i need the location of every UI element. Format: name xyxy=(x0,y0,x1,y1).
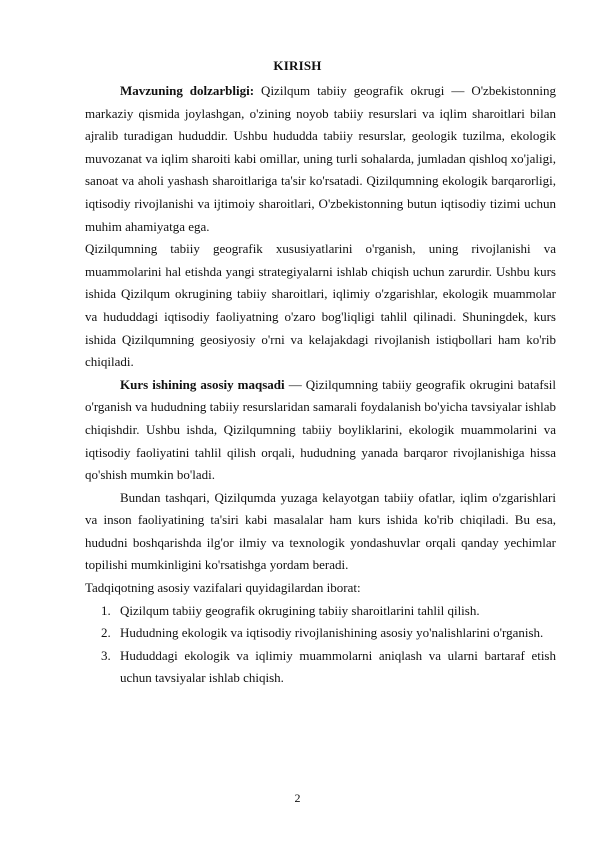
paragraph-tasks-intro: Tadqiqotning asosiy vazifalari quyidagilardan iborat: xyxy=(85,580,361,596)
list-item xyxy=(85,600,556,623)
main-goal-text: — Qizilqumning tabiiy geografik okrugini batafsil o'rganish va hududning tabiiy resurslaridan samarali foydalanish bo'yicha tavsiyalar ishlab chiqishdir. Ushbu ishda, Qizilqumning tabiiy boyliklarini, ekologik muammolarini va iqtisodiy faoliyatini tahlil qilish orqali, hududning yanada barqaror rivojlanishiga hissa qo'shish mumkin bo'ladi. xyxy=(85,376,557,483)
relevance-label: Mavzuning dolzarbligi: xyxy=(120,83,255,98)
list-item-number: 3. xyxy=(101,647,111,663)
relevance-text: Qizilqum tabiiy geografik okrugi — O'zbekistonning markaziy qismida joylashgan, o'zining noyob tabiiy resurslari va iqlim sharoitlari bilan ajralib turadigan hududdir. Ushbu hududda tabiiy resurslar, geologik tuzilma, ekologik muvozanat va iqlim sharoiti kabi omillar, uning turli sohalarda, jumladan qishloq xo'jaligi, sanoat va aholi yashash sharoitlariga ta'sir ko'rsatadi. Qizilqumning ekologik barqarorligi, iqtisodiy rivojlanishi va ijtimoiy sharoitlari, O'zbekistonning butun iqtisodiy tizimi uchun muhim ahamiyatga ega. xyxy=(85,83,556,234)
tasks-list xyxy=(85,600,556,690)
page-number: 2 xyxy=(294,791,301,805)
paragraph-additional: Bundan tashqari, Qizilqumda yuzaga kelayotgan tabiiy ofatlar, iqlim o'zgarishlari va inson faoliyatining ta'siri kabi masalalar ham kurs ishida ko'rib chiqiladi. Bu esa, hududni boshqarishda ilg'or ilmiy va texnologik yondashuvlar orqali qanday yechimlar topilishi mumkinligini ko'rsatishga yordam beradi. xyxy=(85,489,556,573)
paragraph-main-goal xyxy=(85,374,556,487)
list-item xyxy=(85,622,556,645)
list-item-number: 1. xyxy=(101,602,111,618)
list-item-number: 2. xyxy=(101,625,111,641)
list-item-text: Hududning ekologik va iqtisodiy rivojlanishining asosiy yo'nalishlarini o'rganish. xyxy=(120,625,544,641)
document-body xyxy=(85,80,556,690)
paragraph-relevance xyxy=(85,80,556,238)
list-item xyxy=(85,645,556,690)
page-title: KIRISH xyxy=(273,58,322,73)
list-item-text: Qizilqum tabiiy geografik okrugining tabiiy sharoitlarini tahlil qilish. xyxy=(120,602,480,618)
paragraph-study-intro: Qizilqumning tabiiy geografik xususiyatlarini o'rganish, uning rivojlanishi va muammolarini hal etishda yangi strategiyalarni ishlab chiqish uchun zarurdir. Ushbu kurs ishida Qizilqum okrugining tabiiy sharoitlari, iqlimiy o'zgarishlar, ekologik muammolar va hududdagi iqtisodiy faoliyatning o'zaro bog'liqligi tahlil qilinadi. Shuningdek, kurs ishida Qizilqumning geosiyosiy o'rni va kelajakdagi rivojlanish istiqbollari ham ko'rib chiqiladi. xyxy=(85,241,556,370)
list-item-text: Hududdagi ekologik va iqlimiy muammolarni aniqlash va ularni bartaraf etish uchun tavsiyalar ishlab chiqish. xyxy=(120,647,556,686)
main-goal-label: Kurs ishining asosiy maqsadi xyxy=(120,376,285,392)
